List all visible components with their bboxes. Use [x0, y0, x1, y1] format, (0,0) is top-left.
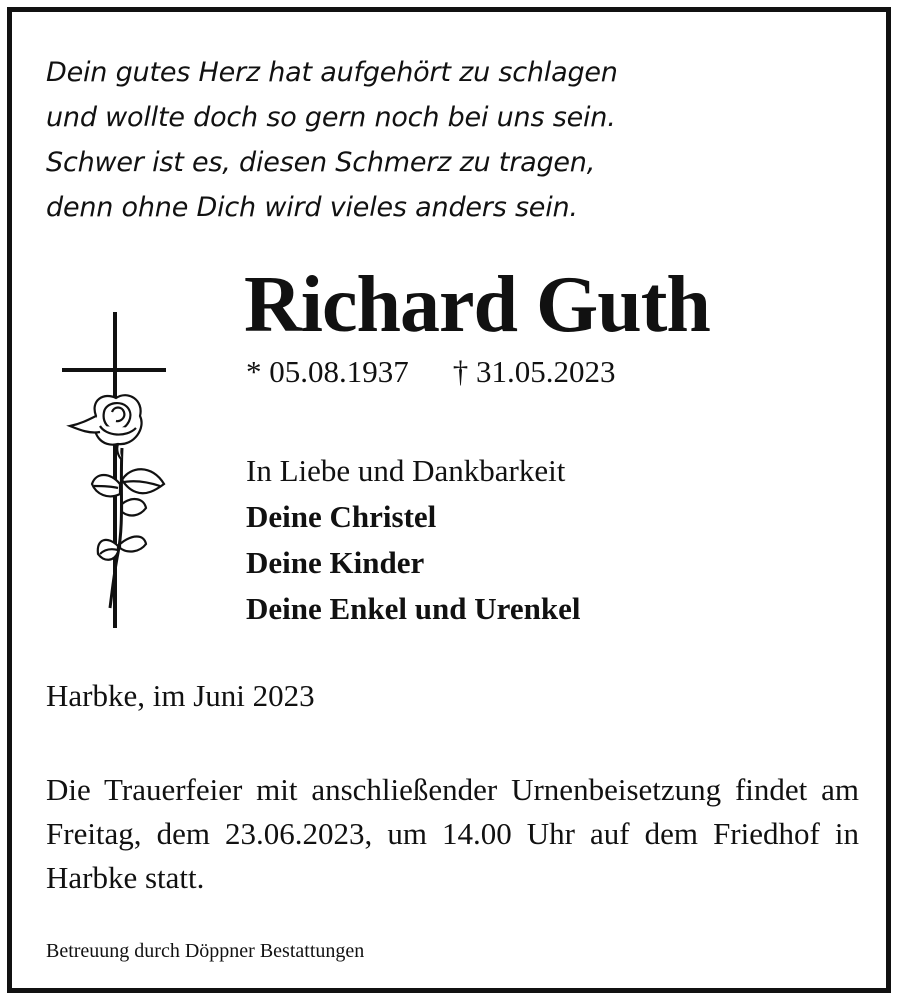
- signatures: [246, 448, 580, 632]
- poem-line: Schwer ist es, diesen Schmerz zu tragen,: [46, 147, 596, 178]
- deceased-name: Richard Guth: [244, 261, 710, 349]
- ceremony-notice: Die Trauerfeier mit anschließender Urnenbeisetzung findet am Freitag, dem 23.06.2023, um 14.00 Uhr auf dem Friedhof in Harbke statt.: [46, 772, 859, 895]
- obituary-frame: [7, 7, 891, 993]
- cross-with-rose-icon: [60, 308, 170, 628]
- life-dates: [246, 352, 616, 392]
- poem-line: und wollte doch so gern noch bei uns sein.: [46, 102, 616, 133]
- signature-intro: In Liebe und Dankbarkeit: [246, 453, 566, 488]
- poem: [46, 50, 746, 230]
- signature-name: Deine Enkel und Urenkel: [246, 591, 581, 626]
- undertaker-credit: Betreuung durch Döppner Bestattungen: [46, 940, 365, 962]
- place-and-date: Harbke, im Juni 2023: [46, 678, 315, 713]
- death-date: † 31.05.2023: [452, 354, 616, 389]
- birth-date: * 05.08.1937: [246, 354, 409, 389]
- poem-line: Dein gutes Herz hat aufgehört zu schlagen: [46, 57, 618, 88]
- signature-name: Deine Kinder: [246, 545, 425, 580]
- poem-line: denn ohne Dich wird vieles anders sein.: [46, 192, 578, 223]
- signature-name: Deine Christel: [246, 499, 437, 534]
